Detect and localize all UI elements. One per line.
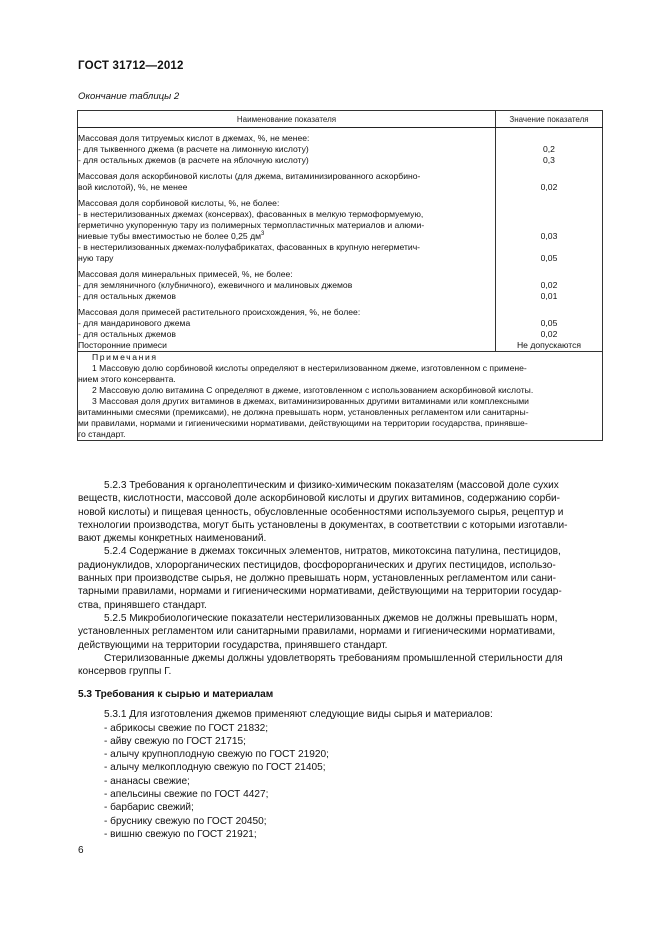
- paragraph-line: тарными правилами, нормами и гигиеническими нормативами, действующими на территории государ-: [78, 586, 562, 598]
- section-5-3: [78, 688, 603, 841]
- indicator-value: [496, 133, 602, 144]
- paragraph: [78, 479, 603, 545]
- paragraph-line: установленных регламентом или санитарными правилами, нормами и гигиеническими нормативами,: [78, 626, 556, 638]
- indicator-value: 0,02: [540, 280, 558, 290]
- paragraph-line: 5.2.3 Требования к органолептическим и физико-химическим показателям (массовой доле сухих: [104, 480, 559, 491]
- indicator-value: [496, 269, 602, 280]
- indicator-value-cell: [496, 264, 603, 302]
- paragraph-line: 5.2.5 Микробиологические показатели нестерилизованных джемов не должны превышать норм,: [104, 612, 558, 624]
- paragraph: [78, 612, 603, 652]
- list-item: - бруснику свежую по ГОСТ 20450;: [104, 815, 267, 827]
- document-header: ГОСТ 31712—2012: [78, 60, 184, 72]
- indicator-value: Не допускаются: [516, 340, 582, 350]
- table-row: [78, 166, 603, 193]
- indicator-text: - для остальных джемов: [78, 329, 176, 339]
- note-line: 2 Массовую долю витамина С определяют в джеме, изготовленном с использованием аскорбиновой кислоты.: [92, 385, 534, 395]
- indicator-value: 0,02: [540, 182, 558, 192]
- note-line: нием этого консерванта.: [78, 374, 176, 384]
- indicator-text: - для земляничного (клубничного), ежевичного и малиновых джемов: [78, 280, 353, 290]
- paragraph-line: ства, принявшего стандарт.: [78, 599, 207, 611]
- table-header-row: [78, 111, 603, 128]
- column-header-name: Наименование показателя: [78, 111, 496, 128]
- body-text: [78, 479, 603, 678]
- table-row: [78, 128, 603, 167]
- table-caption: Окончание таблицы 2: [78, 91, 180, 102]
- indicator-name-cell: [78, 302, 496, 352]
- indicator-value: [496, 171, 602, 182]
- table-row: [78, 302, 603, 352]
- list-item: - алычу крупноплодную свежую по ГОСТ 21920;: [104, 749, 329, 761]
- note-line: го стандарт.: [78, 429, 126, 439]
- indicator-text: - в нестерилизованных джемах-полуфабрикатах, фасованных в крупную негерметич-: [78, 242, 421, 252]
- paragraph-line: Стерилизованные джемы должны удовлетворять требованиям промышленной стерильности для: [104, 652, 563, 664]
- section-heading: 5.3 Требования к сырью и материалам: [78, 689, 274, 700]
- table-row: [78, 193, 603, 264]
- note-line: 1 Массовую долю сорбиновой кислоты определяют в нестерилизованном джеме, изготовленном с примене-: [92, 363, 527, 373]
- list-item: - алычу мелкоплодную свежую по ГОСТ 21405;: [104, 762, 326, 774]
- section-intro: 5.3.1 Для изготовления джемов применяют следующие виды сырья и материалов:: [104, 709, 493, 721]
- indicator-name-cell: [78, 128, 496, 167]
- table-row: [78, 264, 603, 302]
- list-item: - ананасы свежие;: [104, 775, 190, 787]
- indicator-name-cell: [78, 264, 496, 302]
- list-item: - апельсины свежие по ГОСТ 4427;: [104, 789, 269, 801]
- indicator-text: - для мандаринового джема: [78, 318, 191, 328]
- indicator-text: - для тыквенного джема (в расчете на лимонную кислоту): [78, 144, 309, 154]
- indicator-value: [496, 220, 602, 231]
- indicator-value-cell: [496, 302, 603, 352]
- indicator-text: ниевые тубы вместимостью не более 0,25 $дм^3$: [78, 231, 265, 241]
- indicator-text: Массовая доля минеральных примесей, %, не более:: [78, 269, 293, 279]
- indicator-value: 0,3: [543, 155, 555, 165]
- indicator-name-cell: [78, 193, 496, 264]
- indicator-value: 0,01: [540, 291, 558, 301]
- indicator-text: - для остальных джемов: [78, 291, 176, 301]
- indicator-value: 0,03: [540, 231, 558, 241]
- indicator-text: - в нестерилизованных джемах (консервах), фасованных в мелкую термоформуемую,: [78, 209, 424, 219]
- paragraph-line: вают джемы конкретных наименований.: [78, 533, 267, 545]
- note-line: ми правилами, нормами и гигиеническими нормативами, действующими на территории государства, принявше-: [78, 418, 528, 428]
- indicator-value: 0,05: [540, 253, 558, 263]
- paragraph-line: 5.2.4 Содержание в джемах токсичных элементов, нитратов, микотоксина патулина, пестицидов,: [104, 546, 561, 558]
- indicator-value: [496, 198, 602, 209]
- indicator-name-cell: [78, 166, 496, 193]
- indicator-text: вой кислотой), %, не менее: [78, 182, 188, 192]
- list-item: - вишню свежую по ГОСТ 21921;: [104, 828, 257, 840]
- indicator-value: 0,02: [540, 329, 558, 339]
- indicator-value: 0,2: [543, 144, 555, 154]
- table-notes: [78, 352, 603, 441]
- list-item: - айву свежую по ГОСТ 21715;: [104, 735, 246, 747]
- list-item: - барбарис свежий;: [104, 802, 194, 814]
- indicator-text: Массовая доля примесей растительного происхождения, %, не более:: [78, 307, 361, 317]
- paragraph-line: технологии производства, могут быть установлены в документах, в соответствии с которыми изготавли-: [78, 519, 568, 531]
- paragraph: [78, 545, 603, 611]
- paragraph-line: новой кислоты) и пищевая ценность, обусловленные особенностями используемого сырья, рецептур и: [78, 506, 564, 518]
- notes-title: Примечания: [92, 352, 158, 362]
- indicator-value: 0,05: [540, 318, 558, 328]
- paragraph-line: ванных при производстве сырья, не должно превышать норм, установленных регламентом или сани-: [78, 573, 557, 585]
- indicator-text: ную тару: [78, 253, 114, 263]
- indicator-text: Массовая доля сорбиновой кислоты, %, не более:: [78, 198, 280, 208]
- note-line: 3 Массовая доля других витаминов в джемах, витаминизированных другими витаминами или комплексными: [92, 396, 529, 406]
- indicator-value-cell: [496, 128, 603, 167]
- paragraph-line: консервов группы Г.: [78, 666, 172, 678]
- paragraph-line: радионуклидов, хлорорганических пестицидов, фосфорорганических и других пестицидов, использо-: [78, 559, 556, 571]
- list-item: - абрикосы свежие по ГОСТ 21832;: [104, 722, 269, 734]
- indicator-text: герметично укупоренную тару из полимерных термопластичных материалов и алюми-: [78, 220, 425, 230]
- paragraph: [78, 652, 603, 679]
- indicator-text: Массовая доля аскорбиновой кислоты (для джема, витаминизированного аскорбино-: [78, 171, 421, 181]
- page-number: 6: [78, 845, 84, 856]
- indicator-value: [496, 307, 602, 318]
- paragraph-line: веществ, кислотности, массовой доле аскорбиновой кислоты и других витаминов, содержанию сорби-: [78, 493, 561, 505]
- column-header-value: Значение показателя: [496, 111, 603, 128]
- indicators-table: [77, 110, 603, 441]
- paragraph-line: действующими на территории государства, принявшего стандарт.: [78, 639, 388, 651]
- indicator-value: [496, 209, 602, 220]
- indicator-text: Массовая доля титруемых кислот в джемах, %, не менее:: [78, 133, 310, 143]
- note-line: витаминными смесями (премиксами), не должна превышать норм, установленных регламентом или санитарны-: [78, 407, 529, 417]
- indicator-value-cell: [496, 166, 603, 193]
- indicator-value: [496, 242, 602, 253]
- indicator-text: - для остальных джемов (в расчете на яблочную кислоту): [78, 155, 309, 165]
- indicator-value-cell: [496, 193, 603, 264]
- indicator-text: Посторонние примеси: [78, 340, 167, 350]
